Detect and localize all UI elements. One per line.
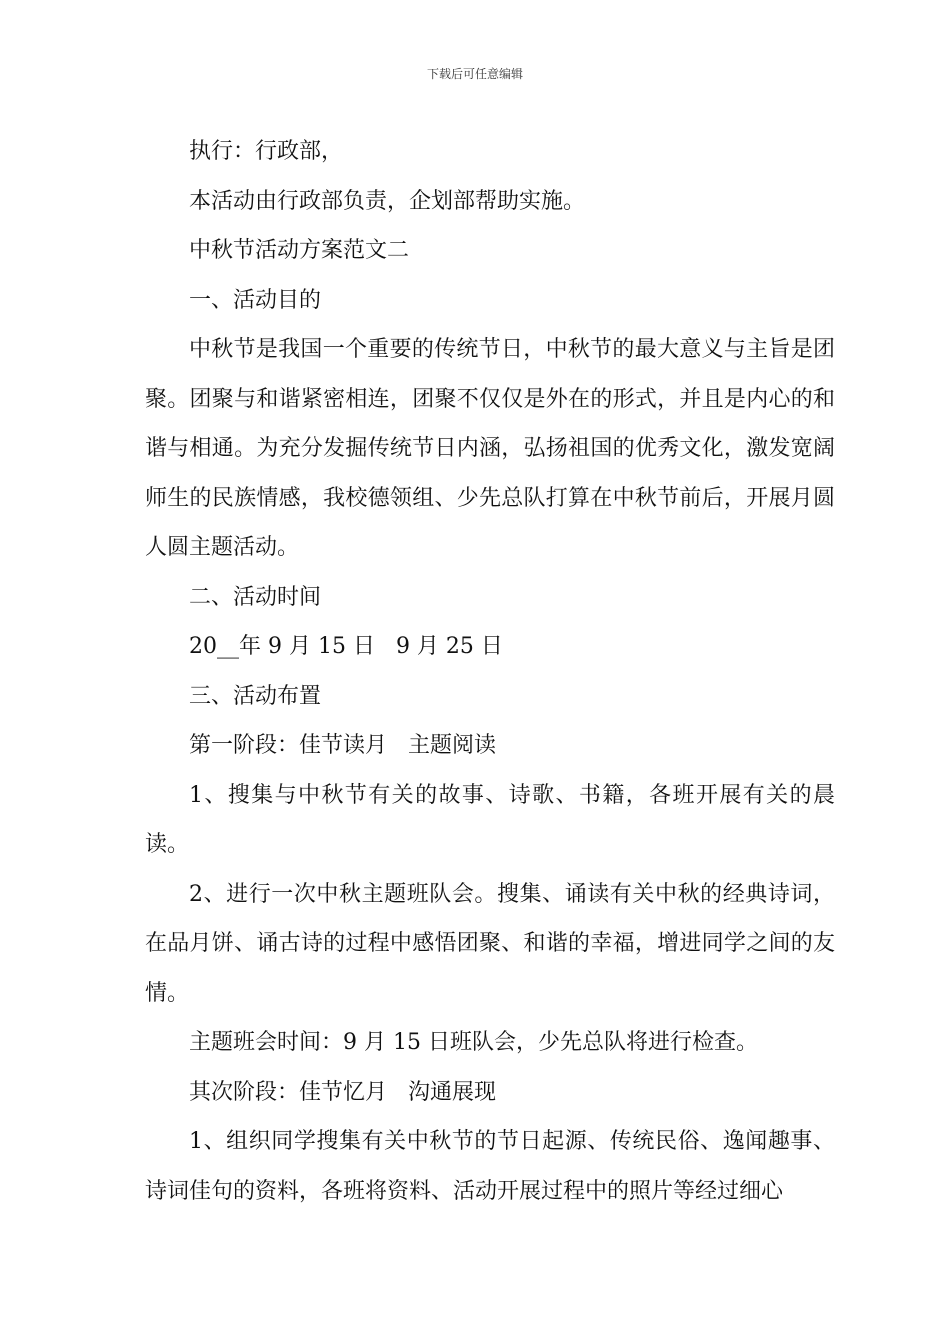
stage-one-item-1: 1、搜集与中秋节有关的故事、诗歌、书籍，各班开展有关的晨读。: [145, 782, 835, 857]
heading-time: 二、活动时间: [189, 584, 322, 610]
stage-two-title: 其次阶段：佳节忆月 沟通展现: [189, 1079, 496, 1105]
heading-arrangement: 三、活动布置: [189, 683, 322, 709]
paragraph-purpose: 中秋节是我国一个重要的传统节日，中秋节的最大意义与主旨是团聚。团聚与和谐紧密相连，团聚不仅仅是外在的形式，并且是内心的和谐与相通。为充分发掘传统节日内涵，弘扬祖国的优秀文化，激发宽阔师生的民族情感，我校德领组、少先总队打算在中秋节前后，开展月圆人圆主题活动。: [145, 337, 835, 560]
stage-two-item-1: 1、组织同学搜集有关中秋节的节日起源、传统民俗、逸闻趣事、诗词佳句的资料，各班将资料、活动开展过程中的照片等经过细心: [145, 1129, 835, 1204]
paragraph-responsibility: 本活动由行政部负责，企划部帮助实施。: [189, 188, 586, 214]
page-header-note: 下载后可任意编辑: [426, 67, 523, 81]
document-body: [145, 127, 835, 1216]
paragraph-time: 20__年 9 月 15 日 9 月 25 日: [189, 634, 503, 659]
stage-one-title: 第一阶段：佳节读月 主题阅读: [189, 733, 496, 758]
section-title: 中秋节活动方案范文二: [189, 238, 410, 263]
class-meeting-time: 主题班会时间：9 月 15 日班队会，少先总队将进行检查。: [189, 1030, 758, 1055]
stage-one-item-2: 2、进行一次中秋主题班队会。搜集、诵读有关中秋的经典诗词，在品月饼、诵古诗的过程中感悟团聚、和谐的幸福，增进同学之间的友情。: [145, 881, 835, 1006]
paragraph-executor: 执行：行政部，: [189, 139, 344, 164]
heading-purpose: 一、活动目的: [189, 287, 322, 313]
